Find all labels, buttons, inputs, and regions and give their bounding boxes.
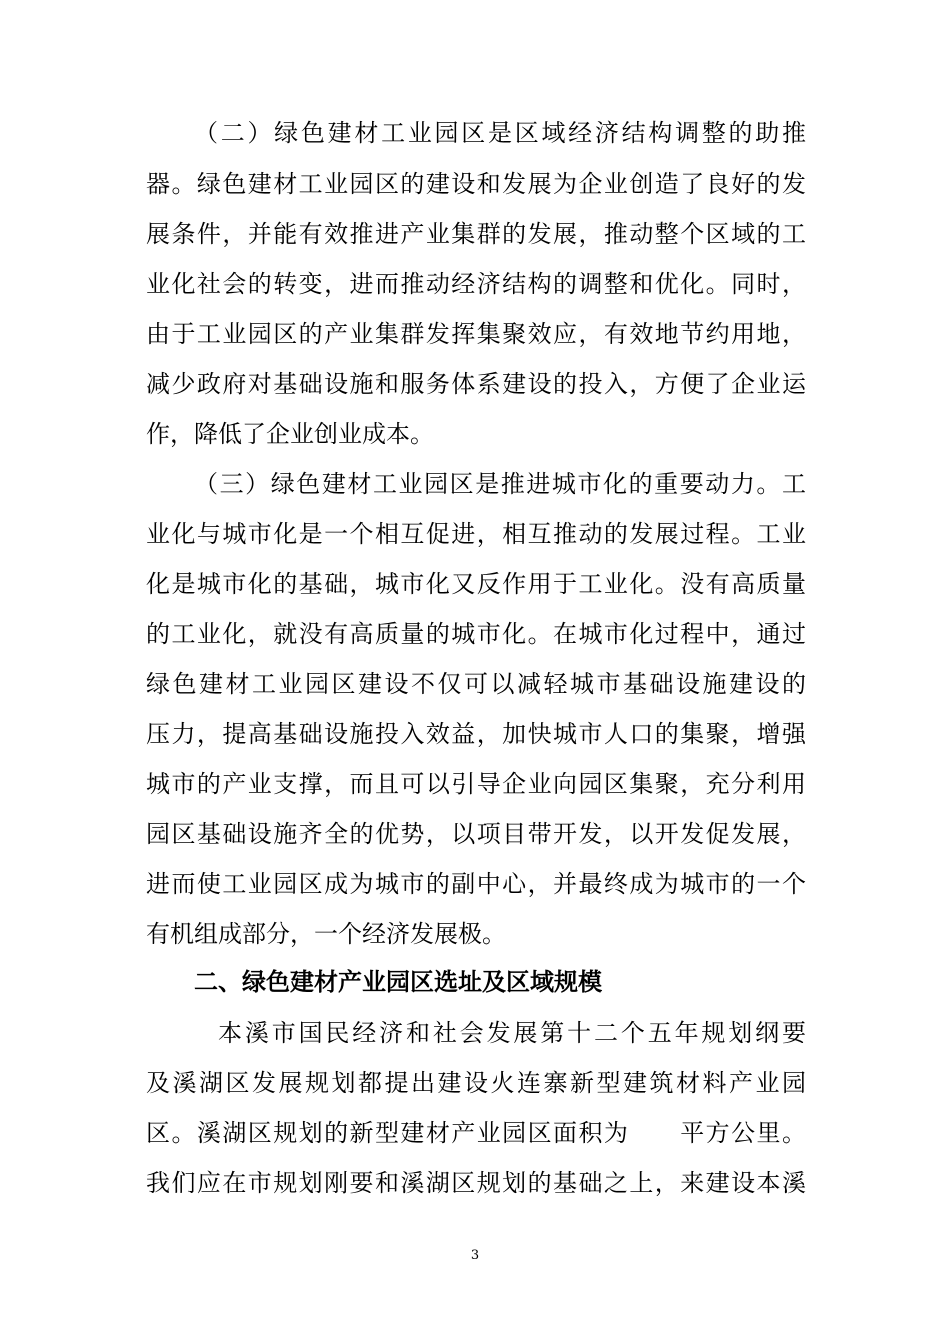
paragraph-line: 区。溪湖区规划的新型建材产业园区面积为 平方公里。 (146, 1119, 806, 1147)
paragraph-line: （三）绿色建材工业园区是推进城市化的重要动力。工 (194, 470, 806, 498)
paragraph-line: 本溪市国民经济和社会发展第十二个五年规划纲要 (218, 1019, 806, 1047)
page-number: 3 (470, 1248, 480, 1263)
paragraph-line: 由于工业园区的产业集群发挥集聚效应，有效地节约用地， (146, 320, 806, 348)
paragraph-line: 展条件，并能有效推进产业集群的发展，推动整个区域的工 (146, 220, 806, 248)
paragraph-line: 业化社会的转变，进而推动经济结构的调整和优化。同时， (146, 270, 806, 298)
paragraph-line: 绿色建材工业园区建设不仅可以减轻城市基础设施建设的 (146, 670, 806, 698)
paragraph-line: 园区基础设施齐全的优势，以项目带开发，以开发促发展， (146, 820, 806, 848)
paragraph-line: 及溪湖区发展规划都提出建设火连寨新型建筑材料产业园 (146, 1069, 806, 1097)
section-heading: 二、绿色建材产业园区选址及区域规模 (194, 968, 602, 996)
paragraph-line: 化是城市化的基础，城市化又反作用于工业化。没有高质量 (146, 570, 806, 598)
paragraph-line: 有机组成部分，一个经济发展极。 (146, 920, 506, 948)
paragraph-line: 器。绿色建材工业园区的建设和发展为企业创造了良好的发 (146, 170, 806, 198)
paragraph-line: 城市的产业支撑，而且可以引导企业向园区集聚，充分利用 (146, 770, 806, 798)
paragraph-line: 我们应在市规划刚要和溪湖区规划的基础之上，来建设本溪 (146, 1169, 806, 1197)
paragraph-line: 进而使工业园区成为城市的副中心，并最终成为城市的一个 (146, 870, 806, 898)
paragraph-line: 作，降低了企业创业成本。 (146, 420, 434, 448)
paragraph-line: 业化与城市化是一个相互促进，相互推动的发展过程。工业 (146, 520, 806, 548)
paragraph-line: 压力，提高基础设施投入效益，加快城市人口的集聚，增强 (146, 720, 806, 748)
paragraph-line: 的工业化，就没有高质量的城市化。在城市化过程中，通过 (146, 620, 806, 648)
paragraph-line: （二）绿色建材工业园区是区域经济结构调整的助推 (194, 119, 806, 147)
paragraph-line: 减少政府对基础设施和服务体系建设的投入，方便了企业运 (146, 370, 806, 398)
